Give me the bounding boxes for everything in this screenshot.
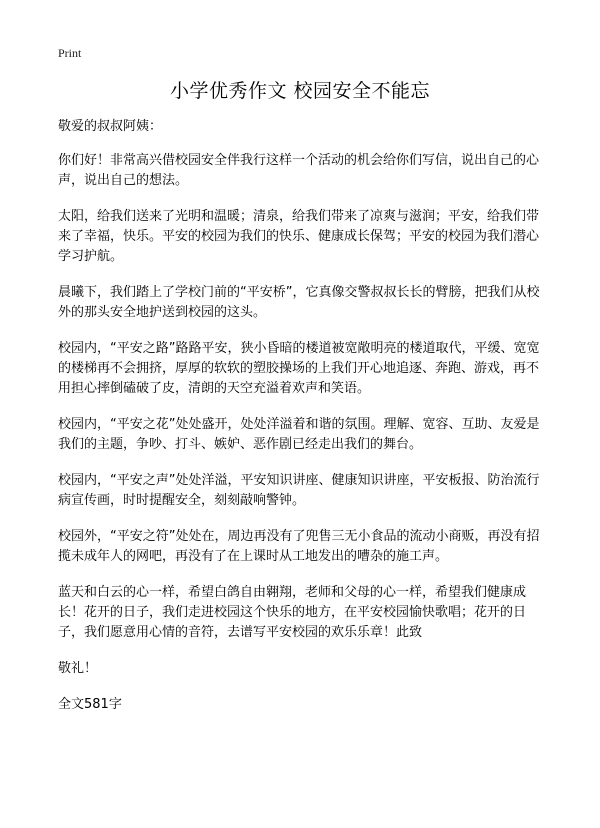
paragraph-7: 校园外，“平安之符”处处在，周边再没有了兜售三无小食品的流动小商贩，再没有招揽未成年人的网吧，再没有了在上课时从工地发出的嘈杂的施工声。 xyxy=(58,529,540,564)
salutation: 敬爱的叔叔阿姨： xyxy=(58,119,163,134)
paragraph-4: 校园内，“平安之路”路路平安，狭小昏暗的楼道被宽敞明亮的楼道取代，平缓、宽宽的楼梯再不会拥挤，厚厚的软软的塑胶操场的上我们开心地追逐、奔跑、游戏，再不用担心摔倒磕破了皮，清朗的天空充溢着欢声和笑语。 xyxy=(58,341,540,396)
print-link[interactable]: Print xyxy=(58,46,82,60)
paragraph-6: 校园内，“平安之声”处处洋溢，平安知识讲座、健康知识讲座，平安板报、防治流行病宣传画，时时提醒安全，刻刻敲响警钟。 xyxy=(58,473,540,508)
paragraph-1: 你们好！非常高兴借校园安全伴我行这样一个活动的机会给你们写信，说出自己的心声，说出自己的想法。 xyxy=(58,153,540,188)
article-title: 小学优秀作文 校园安全不能忘 xyxy=(169,80,431,102)
closing: 敬礼！ xyxy=(58,661,98,676)
paragraph-5: 校园内，“平安之花”处处盛开，处处洋溢着和谐的氛围。理解、宽容、互助、友爱是我们的主题，争吵、打斗、嫉妒、恶作剧已经走出我们的舞台。 xyxy=(58,417,540,452)
paragraph-3: 晨曦下，我们踏上了学校门前的“平安桥”，它真像交警叔叔长长的臂膀，把我们从校外的那头安全地护送到校园的这头。 xyxy=(58,285,540,320)
paragraph-2: 太阳，给我们送来了光明和温暖；清泉，给我们带来了凉爽与滋润；平安，给我们带来了幸福，快乐。平安的校园为我们的快乐、健康成长保驾；平安的校园为我们潜心学习护航。 xyxy=(58,209,540,264)
article-body xyxy=(58,117,550,731)
word-count: 全文581字 xyxy=(58,697,122,712)
paragraph-8: 蓝天和白云的心一样，希望白鸽自由翱翔，老师和父母的心一样，希望我们健康成长！花开的日子，我们走进校园这个快乐的地方，在平安校园愉快歌唱；花开的日子，我们愿意用心情的音符，去谱写平安校园的欢乐乐章！此致 xyxy=(58,585,527,640)
